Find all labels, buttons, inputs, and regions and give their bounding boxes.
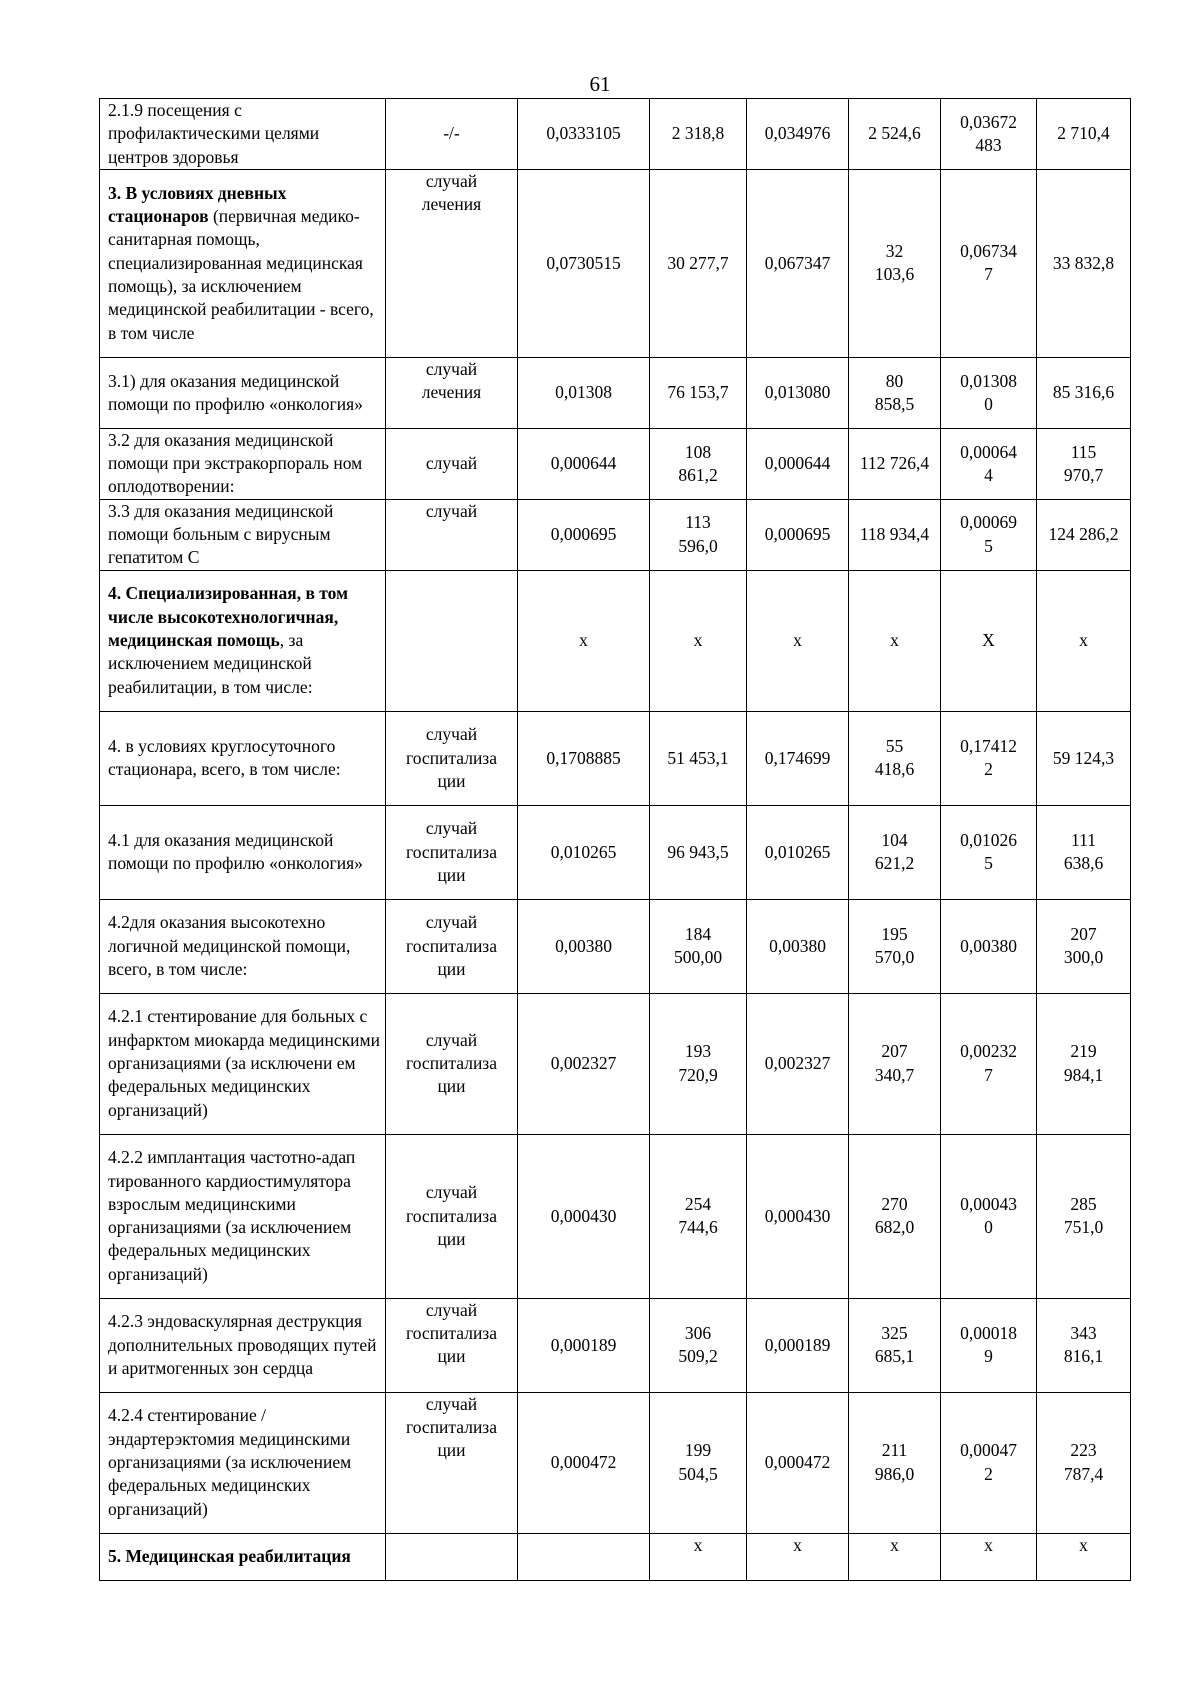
row-value-c1: 0,00380 — [518, 899, 650, 993]
row-value-c4: 55 418,6 — [849, 711, 941, 805]
row-value-c2: 96 943,5 — [650, 805, 747, 899]
table-row — [100, 1533, 1131, 1580]
row-value-c1: 0,01308 — [518, 357, 650, 428]
row-value-c6: 59 124,3 — [1037, 711, 1131, 805]
row-name-cell — [100, 169, 386, 357]
row-name-cell — [100, 499, 386, 570]
row-value-c4: 104 621,2 — [849, 805, 941, 899]
row-value-c1: 0,000695 — [518, 499, 650, 570]
row-unit-cell: -/- — [386, 99, 518, 170]
row-value-c5: 0,00047 2 — [941, 1392, 1037, 1533]
row-value-c6: х — [1037, 1533, 1131, 1580]
row-value-c5: 0,01026 5 — [941, 805, 1037, 899]
row-value-c5: 0,06734 7 — [941, 169, 1037, 357]
data-table — [99, 98, 1131, 1581]
row-name-bold: 4. Специализированная, в том числе высокотехнологичная, медицинская помощь — [108, 583, 348, 651]
row-value-c3: 0,00380 — [747, 899, 849, 993]
row-value-c3: 0,000472 — [747, 1392, 849, 1533]
row-unit-cell: случай лечения — [386, 169, 518, 357]
row-value-c3: 0,000430 — [747, 1134, 849, 1298]
table-row — [100, 1134, 1131, 1298]
row-name: 3.2 для оказания медицинской помощи при экстракорпораль ном оплодотворении: — [108, 429, 363, 497]
row-name-cell — [100, 1533, 386, 1580]
row-value-c2: 51 453,1 — [650, 711, 747, 805]
row-name-cell — [100, 428, 386, 499]
row-name: 4. в условиях круглосуточного стационара, всего, в том числе: — [108, 735, 341, 780]
row-value-c6: 343 816,1 — [1037, 1298, 1131, 1392]
row-name-cell — [100, 1134, 386, 1298]
row-name: 3.3 для оказания медицинской помощи больным с вирусным гепатитом С — [108, 500, 334, 568]
row-value-c3: 0,013080 — [747, 357, 849, 428]
row-value-c4: 211 986,0 — [849, 1392, 941, 1533]
row-value-c2: 199 504,5 — [650, 1392, 747, 1533]
row-value-c3: х — [747, 570, 849, 711]
row-value-c2: 113 596,0 — [650, 499, 747, 570]
row-value-c5: 0,00380 — [941, 899, 1037, 993]
row-value-c5: 0,01308 0 — [941, 357, 1037, 428]
row-unit-cell: случай госпитализа ции — [386, 805, 518, 899]
row-name-cell — [100, 805, 386, 899]
row-value-c4: 270 682,0 — [849, 1134, 941, 1298]
row-name-cell — [100, 570, 386, 711]
row-unit-cell: случай госпитализа ции — [386, 1134, 518, 1298]
row-value-c6: 85 316,6 — [1037, 357, 1131, 428]
row-value-c2: 30 277,7 — [650, 169, 747, 357]
row-unit-cell: случай госпитализа ции — [386, 1392, 518, 1533]
table-row — [100, 570, 1131, 711]
row-name: 4.2.4 стентирование / эндартерэктомия медицинскими организациями (за исключением федеральных медицинских организаций) — [108, 1405, 352, 1519]
row-unit-cell: случай — [386, 499, 518, 570]
row-unit-cell: случай лечения — [386, 357, 518, 428]
row-name: (первичная медико-санитарная помощь, специализированная медицинская помощь), за исключением медицинской реабилитации - всего, в том числе — [108, 206, 374, 343]
table-row — [100, 428, 1131, 499]
row-value-c3: 0,000644 — [747, 428, 849, 499]
row-value-c5: 0,03672 483 — [941, 99, 1037, 170]
row-unit-cell — [386, 570, 518, 711]
row-value-c3: 0,034976 — [747, 99, 849, 170]
row-value-c4: 32 103,6 — [849, 169, 941, 357]
row-unit-cell: случай госпитализа ции — [386, 993, 518, 1134]
row-name-cell — [100, 899, 386, 993]
row-value-c5: 0,00069 5 — [941, 499, 1037, 570]
row-value-c4: 118 934,4 — [849, 499, 941, 570]
row-value-c1: 0,0333105 — [518, 99, 650, 170]
row-value-c1: 0,000644 — [518, 428, 650, 499]
row-value-c2: 193 720,9 — [650, 993, 747, 1134]
row-name: 4.2.2 имплантация частотно-адап тированного кардиостимулятора взрослым медицинскими организациями (за исключением федеральных медицинских организаций) — [108, 1147, 356, 1284]
row-value-c1 — [518, 1533, 650, 1580]
row-value-c2: х — [650, 570, 747, 711]
row-value-c4: 112 726,4 — [849, 428, 941, 499]
row-value-c6: 2 710,4 — [1037, 99, 1131, 170]
row-value-c1: х — [518, 570, 650, 711]
table-row — [100, 993, 1131, 1134]
page-number: 61 — [589, 72, 611, 96]
table-row — [100, 711, 1131, 805]
table-row — [100, 357, 1131, 428]
row-value-c5: х — [941, 1533, 1037, 1580]
row-name: 4.2.1 стентирование для больных с инфарктом миокарда медицинскими организациями (за исключени ем федеральных медицинских организаций) — [108, 1006, 380, 1120]
row-name-bold: 3. В условиях дневных стационаров — [108, 182, 287, 227]
row-name-bold: 5. Медицинская реабилитация — [108, 1546, 351, 1567]
row-value-c4: 2 524,6 — [849, 99, 941, 170]
table-row — [100, 499, 1131, 570]
row-value-c1: 0,000430 — [518, 1134, 650, 1298]
row-value-c6: 33 832,8 — [1037, 169, 1131, 357]
row-value-c4: х — [849, 570, 941, 711]
row-name-cell — [100, 357, 386, 428]
row-value-c6: х — [1037, 570, 1131, 711]
row-value-c4: 80 858,5 — [849, 357, 941, 428]
row-value-c6: 115 970,7 — [1037, 428, 1131, 499]
row-unit-cell: случай госпитализа ции — [386, 1298, 518, 1392]
row-value-c5: Х — [941, 570, 1037, 711]
row-value-c1: 0,000189 — [518, 1298, 650, 1392]
row-value-c2: 254 744,6 — [650, 1134, 747, 1298]
row-value-c3: 0,002327 — [747, 993, 849, 1134]
row-value-c3: 0,000189 — [747, 1298, 849, 1392]
row-value-c1: 0,1708885 — [518, 711, 650, 805]
row-name: 3.1) для оказания медицинской помощи по профилю «онкология» — [108, 370, 363, 414]
row-value-c2: 306 509,2 — [650, 1298, 747, 1392]
row-value-c5: 0,00064 4 — [941, 428, 1037, 499]
row-value-c4: 207 340,7 — [849, 993, 941, 1134]
row-value-c6: 285 751,0 — [1037, 1134, 1131, 1298]
row-value-c3: 0,010265 — [747, 805, 849, 899]
row-name-cell — [100, 993, 386, 1134]
row-value-c6: 223 787,4 — [1037, 1392, 1131, 1533]
row-value-c4: 195 570,0 — [849, 899, 941, 993]
row-name-cell — [100, 99, 386, 170]
row-name: 4.2.3 эндоваскулярная деструкция дополнительных проводящих путей и аритмогенных зон сердца — [108, 1311, 377, 1378]
table-row — [100, 169, 1131, 357]
row-value-c2: 76 153,7 — [650, 357, 747, 428]
row-value-c3: 0,174699 — [747, 711, 849, 805]
row-unit-cell: случай госпитализа ции — [386, 711, 518, 805]
row-value-c6: 207 300,0 — [1037, 899, 1131, 993]
row-value-c4: 325 685,1 — [849, 1298, 941, 1392]
table-row — [100, 1298, 1131, 1392]
row-value-c5: 0,00018 9 — [941, 1298, 1037, 1392]
row-value-c1: 0,000472 — [518, 1392, 650, 1533]
row-name: 4.2для оказания высокотехно логичной медицинской помощи, всего, в том числе: — [108, 912, 351, 979]
row-name: 4.1 для оказания медицинской помощи по профилю «онкология» — [108, 829, 363, 874]
row-value-c3: х — [747, 1533, 849, 1580]
row-name-cell — [100, 1298, 386, 1392]
row-value-c1: 0,002327 — [518, 993, 650, 1134]
row-name-cell — [100, 1392, 386, 1533]
row-value-c5: 0,00043 0 — [941, 1134, 1037, 1298]
row-value-c6: 219 984,1 — [1037, 993, 1131, 1134]
table-row — [100, 1392, 1131, 1533]
table-row — [100, 899, 1131, 993]
row-name: , за исключением медицинской реабилитации, в том числе: — [108, 630, 313, 697]
row-value-c6: 111 638,6 — [1037, 805, 1131, 899]
row-value-c3: 0,067347 — [747, 169, 849, 357]
row-unit-cell — [386, 1533, 518, 1580]
row-value-c2: х — [650, 1533, 747, 1580]
row-value-c5: 0,17412 2 — [941, 711, 1037, 805]
row-value-c5: 0,00232 7 — [941, 993, 1037, 1134]
row-value-c6: 124 286,2 — [1037, 499, 1131, 570]
row-value-c2: 184 500,00 — [650, 899, 747, 993]
row-value-c1: 0,010265 — [518, 805, 650, 899]
row-unit-cell: случай — [386, 428, 518, 499]
row-name-cell — [100, 711, 386, 805]
table-row — [100, 99, 1131, 170]
row-value-c2: 108 861,2 — [650, 428, 747, 499]
row-unit-cell: случай госпитализа ции — [386, 899, 518, 993]
row-value-c2: 2 318,8 — [650, 99, 747, 170]
row-value-c4: х — [849, 1533, 941, 1580]
row-value-c3: 0,000695 — [747, 499, 849, 570]
table-row — [100, 805, 1131, 899]
row-name: 2.1.9 посещения с профилактическими целями центров здоровья — [108, 100, 320, 167]
row-value-c1: 0,0730515 — [518, 169, 650, 357]
